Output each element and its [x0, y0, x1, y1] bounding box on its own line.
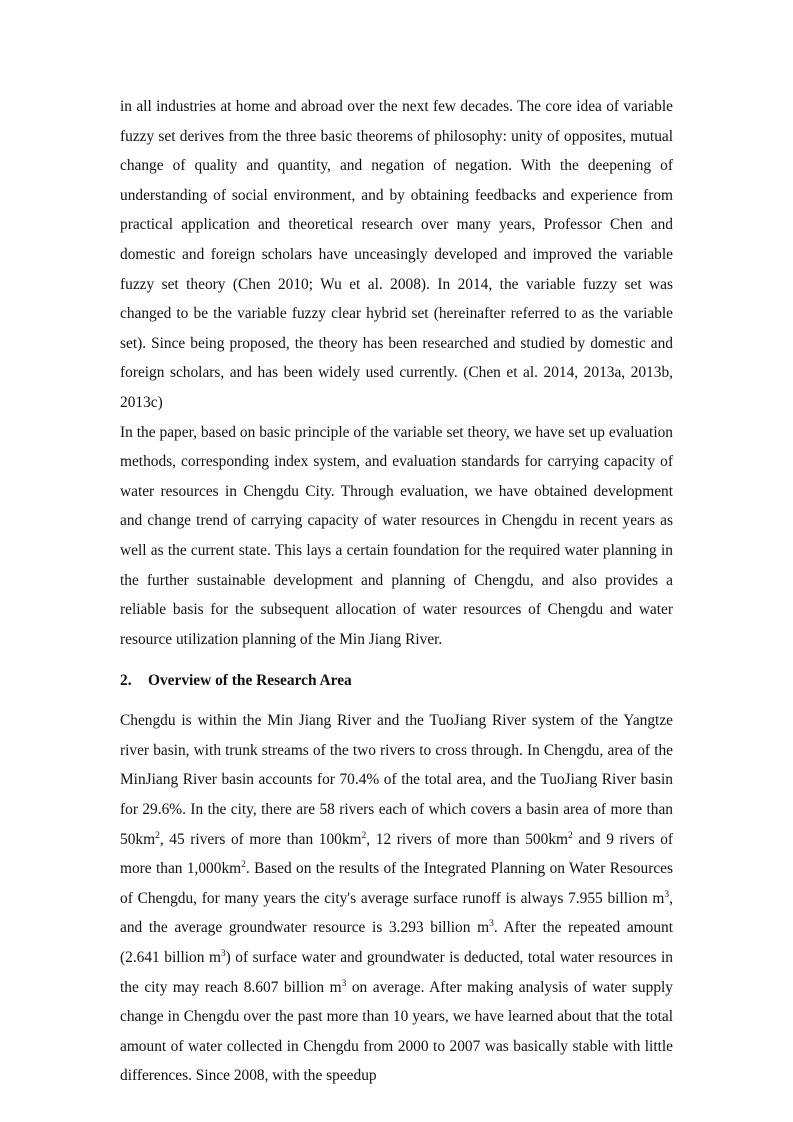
- paragraph-paper-purpose: In the paper, based on basic principle of the variable set theory, we have set up evaluation methods, corresponding index system, and evaluation standards for carrying capacity of water resources in Chengdu City. Through evaluation, we have obtained development and change trend of carrying capacity of water resources in Chengdu in recent years as well as the current state. This lays a certain foundation for the required water planning in the further sustainable development and planning of Chengdu, and also provides a reliable basis for the subsequent allocation of water resources of Chengdu and water resource utilization planning of the Min Jiang River.: [120, 423, 673, 648]
- document-page: [120, 92, 673, 1091]
- section-number: 2.: [120, 672, 132, 690]
- paragraph-variable-fuzzy-set: in all industries at home and abroad over the next few decades. The core idea of variable fuzzy set derives from the three basic theorems of philosophy: unity of opposites, mutual change of quality and quantity, and negation of negation. With the deepening of understanding of social environment, and by obtaining feedbacks and experience from practical application and theoretical research over many years, Professor Chen and domestic and foreign scholars have unceasingly developed and improved the variable fuzzy set theory (Chen 2010; Wu et al. 2008). In 2014, the variable fuzzy set was changed to be the variable fuzzy clear hybrid set (hereinafter referred to as the variable set). Since being proposed, the theory has been researched and studied by domestic and foreign scholars, and has been widely used currently. (Chen et al. 2014, 2013a, 2013b, 2013c): [120, 98, 673, 411]
- paragraph-research-area: Chengdu is within the Min Jiang River and the TuoJiang River system of the Yangtze river basin, with trunk streams of the two rivers to cross through. In Chengdu, area of the MinJiang River basin accounts for 70.4% of the total area, and the TuoJiang River basin for 29.6%. In the city, there are 58 rivers each of which covers a basin area of more than $50km^2$, 45 rivers of more than $100km^2$, 12 rivers of more than $500km^2$ and 9 rivers of more than $1,000km^2$. Based on the results of the Integrated Planning on Water Resources of Chengdu, for many years the city's average surface runoff is always 7.955 billion $m^3$, and the average groundwater resource is 3.293 billion $m^3$. After the repeated amount (2.641 billion $m^3$) of surface water and groundwater is deducted, total water resources in the city may reach 8.607 billion $m^3$ on average. After making analysis of water supply change in Chengdu over the past more than 10 years, we have learned about that the total amount of water collected in Chengdu from 2000 to 2007 was basically stable with little differences. Since 2008, with the speedup: [120, 712, 674, 1085]
- section-title: Overview of the Research Area: [148, 672, 352, 690]
- section-heading: [120, 671, 673, 691]
